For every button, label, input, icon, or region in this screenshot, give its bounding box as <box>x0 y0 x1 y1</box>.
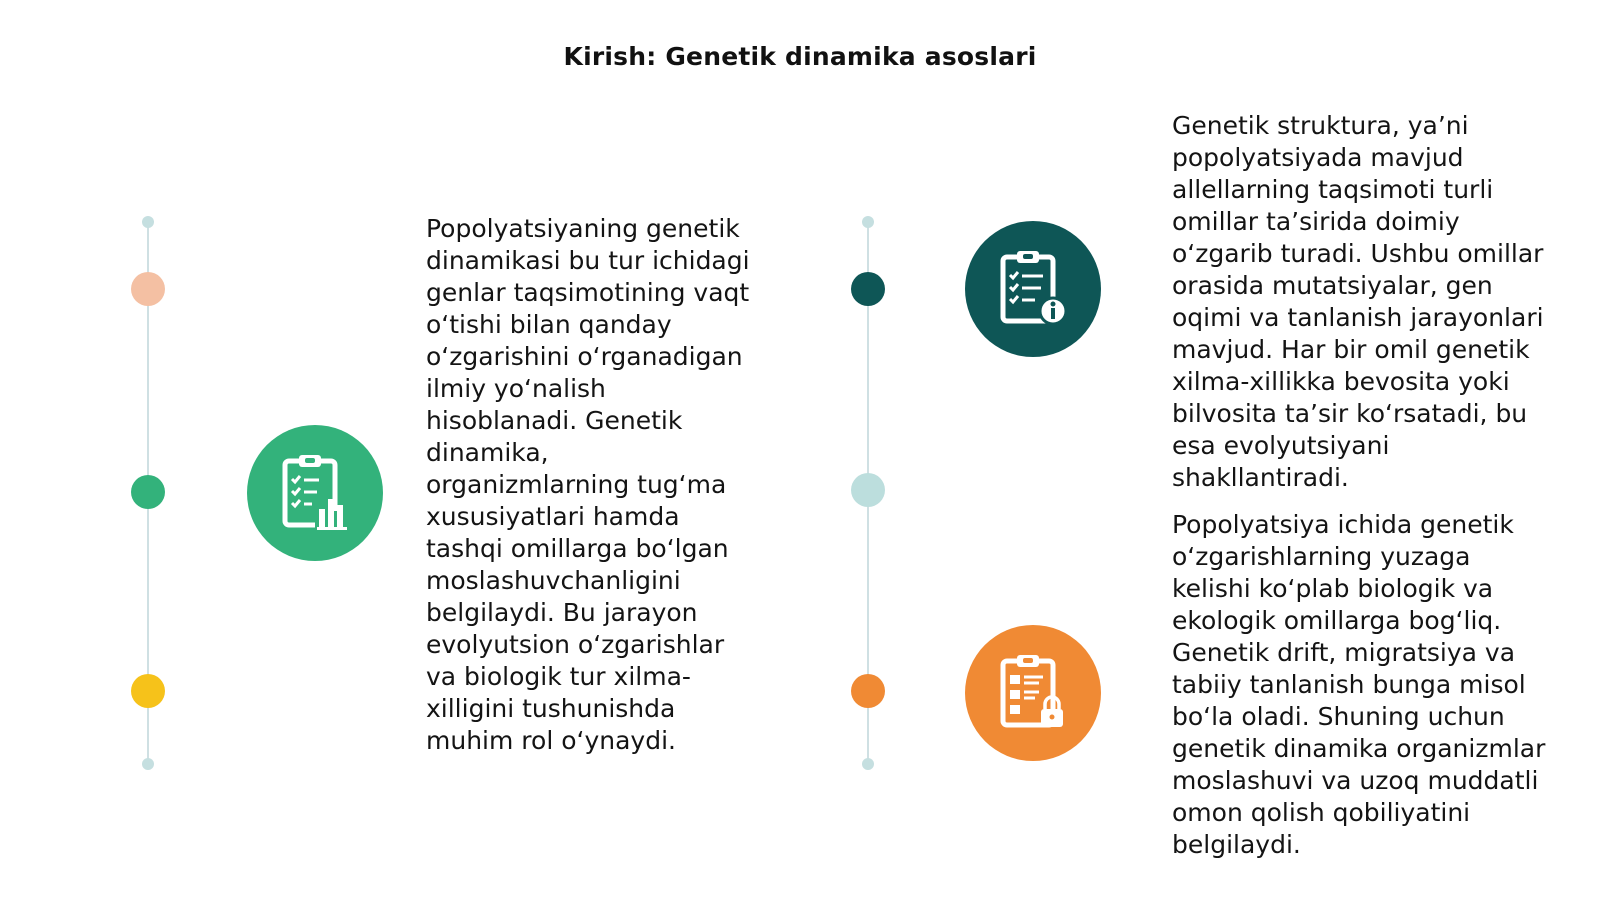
right-timeline-dot-dark-teal <box>851 272 885 306</box>
right-paragraph-1: Genetik struktura, ya’ni popolyatsiyada mavjud allellarning taqsimoti turli omillar ta’sirida doimiy o‘zgarib turadi. Ushbu omillar orasida mutatsiyalar, gen oqimi va tanlanish jarayonlari mavjud. Har bir omil genetik xilma-xillikka bevosita yoki bilvosita ta’sir ko‘rsatadi, bu esa evolyutsiyani shakllantiradi. <box>1172 111 1544 492</box>
left-timeline-bottom-endpoint <box>142 758 154 770</box>
left-timeline-dot-green <box>131 475 165 509</box>
left-timeline-dot-yellow <box>131 674 165 708</box>
right-timeline-bottom-endpoint <box>862 758 874 770</box>
slide-title: Kirish: Genetik dinamika asoslari <box>563 42 1037 71</box>
left-timeline-dot-peach <box>131 272 165 306</box>
clipboard-info-icon <box>965 221 1101 357</box>
clipboard-lock-icon <box>965 625 1101 761</box>
left-timeline-top-endpoint <box>142 216 154 228</box>
right-timeline-dot-light-teal <box>851 473 885 507</box>
right-timeline-top-endpoint <box>862 216 874 228</box>
clipboard-chart-icon <box>247 425 383 561</box>
right-paragraph-2: Popolyatsiya ichida genetik o‘zgarishlarning yuzaga kelishi ko‘plab biologik va ekologik omillarga bog‘liq. Genetik drift, migratsiya va tabiiy tanlanish bunga misol bo‘la oladi. Shuning uchun genetik dinamika organizmlar moslashuvi va uzoq muddatli omon qolish qobiliyatini belgilaydi. <box>1172 510 1546 859</box>
right-timeline-dot-orange <box>851 674 885 708</box>
left-paragraph: Popolyatsiyaning genetik dinamikasi bu tur ichidagi genlar taqsimotining vaqt o‘tishi bilan qanday o‘zgarishini o‘rganadigan ilmiy yo‘nalish hisoblanadi. Genetik dinamika, organizmlarning tug‘ma xususiyatlari hamda tashqi omillarga bo‘lgan moslashuvchanligini belgilaydi. Bu jarayon evolyutsion o‘zgarishlar va biologik tur xilma-xilligini tushunishda muhim rol o‘ynaydi. <box>426 214 750 755</box>
